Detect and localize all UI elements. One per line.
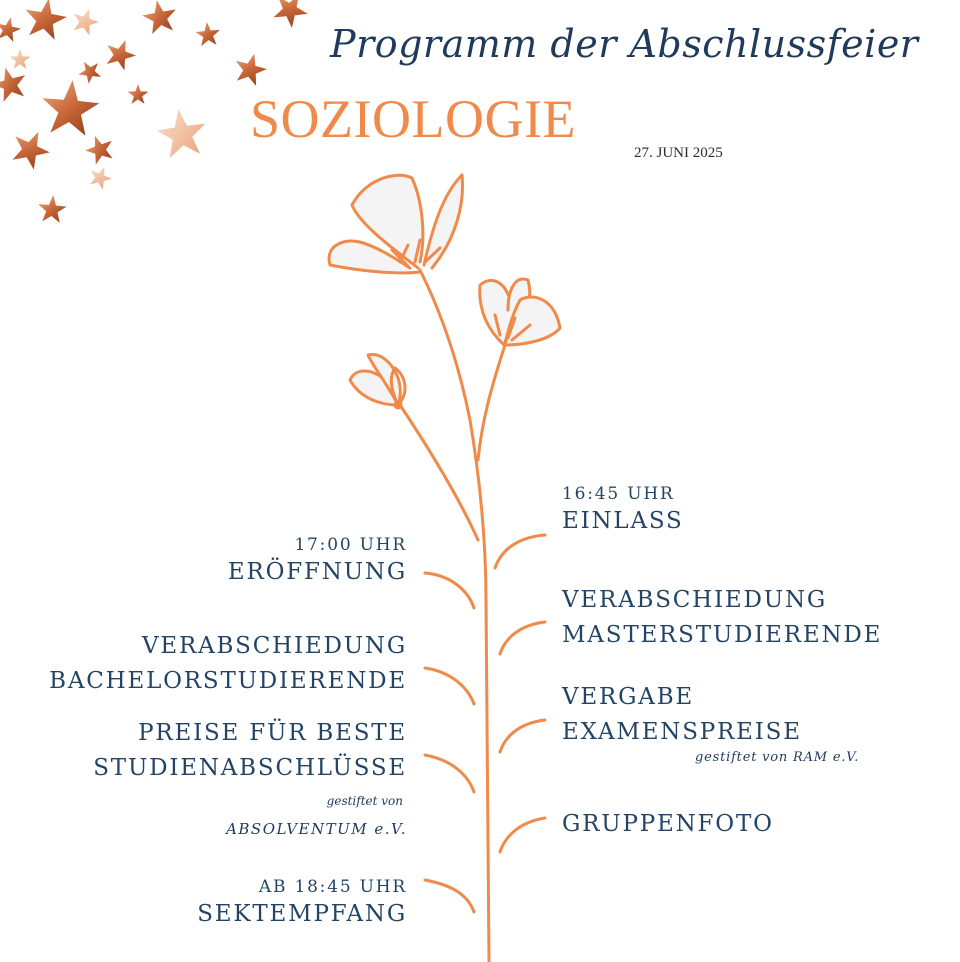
item-label: ERÖFFNUNG	[227, 559, 407, 585]
program-item-photo	[562, 807, 774, 842]
sponsor-note: gestiftet von	[326, 794, 403, 808]
page-title: Programm der Abschlussfeier	[330, 22, 919, 66]
item-label: PREISE FÜR BESTE	[138, 720, 407, 746]
sponsor-note: gestiftet von RAM e.V.	[695, 750, 860, 765]
item-time: AB 18:45 UHR	[258, 877, 407, 897]
program-item-awards	[93, 716, 407, 838]
event-date: 27. JUNI 2025	[634, 145, 723, 161]
program-item-bachelor	[49, 629, 407, 699]
program-item-master	[562, 583, 882, 653]
program-item-reception	[197, 877, 407, 932]
item-label: VERGABE	[562, 684, 694, 710]
item-label: VERABSCHIEDUNG	[141, 633, 407, 659]
item-label: MASTERSTUDIERENDE	[562, 622, 883, 648]
program-item-opening	[228, 535, 407, 590]
item-label: VERABSCHIEDUNG	[562, 587, 828, 613]
item-label: BACHELORSTUDIERENDE	[49, 668, 407, 694]
sponsor-name: ABSOLVENTUM e.V.	[226, 820, 407, 838]
item-label: EXAMENSPREISE	[562, 719, 802, 745]
item-label: STUDIENABSCHLÜSSE	[93, 755, 407, 781]
item-label: EINLASS	[562, 508, 684, 534]
item-time: 17:00 UHR	[294, 535, 407, 555]
program-item-exam-awards	[562, 680, 802, 750]
item-label: SEKTEMPFANG	[197, 901, 407, 927]
subject-title: SOZIOLOGIE	[250, 89, 576, 149]
item-label: GRUPPENFOTO	[562, 811, 774, 837]
item-time: 16:45 UHR	[562, 484, 675, 504]
program-item-admission	[562, 484, 684, 539]
